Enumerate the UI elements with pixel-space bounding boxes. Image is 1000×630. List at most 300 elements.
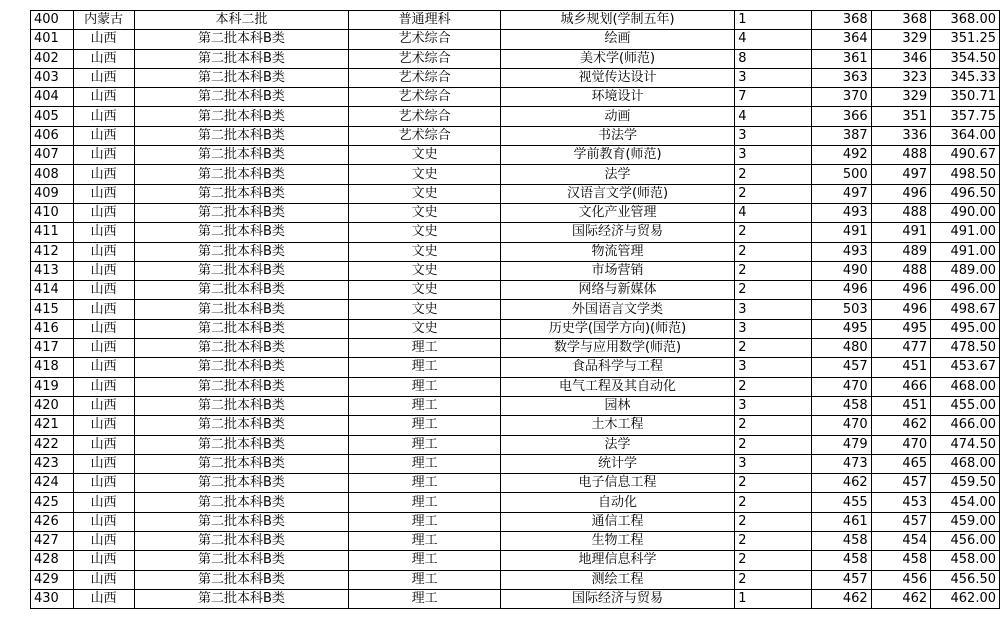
category-cell: 理工 xyxy=(349,551,500,570)
category-cell: 艺术综合 xyxy=(349,49,500,68)
province-cell: 山西 xyxy=(73,551,134,570)
category-cell: 艺术综合 xyxy=(349,107,500,126)
min-score-cell: 457 xyxy=(871,512,931,531)
min-score-cell: 488 xyxy=(871,146,931,165)
batch-cell: 第二批本科B类 xyxy=(134,242,349,261)
table-row xyxy=(31,146,1000,165)
major-cell: 自动化 xyxy=(500,493,734,512)
table-row xyxy=(31,416,1000,435)
max-score-cell: 492 xyxy=(812,146,872,165)
major-cell: 学前教育(师范) xyxy=(500,146,734,165)
row-number: 425 xyxy=(31,493,74,512)
min-score-cell: 491 xyxy=(871,223,931,242)
category-cell: 文史 xyxy=(349,281,500,300)
table-row xyxy=(31,512,1000,531)
batch-cell: 第二批本科B类 xyxy=(134,165,349,184)
avg-score-cell: 354.50 xyxy=(931,49,1000,68)
avg-score-cell: 491.00 xyxy=(931,242,1000,261)
major-cell: 测绘工程 xyxy=(500,570,734,589)
category-cell: 艺术综合 xyxy=(349,88,500,107)
row-number: 402 xyxy=(31,49,74,68)
plan-count-cell: 3 xyxy=(735,126,812,145)
province-cell: 山西 xyxy=(73,107,134,126)
row-number: 403 xyxy=(31,68,74,87)
admission-scores-table xyxy=(30,10,1000,609)
batch-cell: 第二批本科B类 xyxy=(134,49,349,68)
plan-count-cell: 7 xyxy=(735,88,812,107)
province-cell: 山西 xyxy=(73,339,134,358)
avg-score-cell: 478.50 xyxy=(931,339,1000,358)
table-row xyxy=(31,107,1000,126)
category-cell: 艺术综合 xyxy=(349,30,500,49)
province-cell: 山西 xyxy=(73,49,134,68)
plan-count-cell: 2 xyxy=(735,242,812,261)
plan-count-cell: 3 xyxy=(735,319,812,338)
plan-count-cell: 4 xyxy=(735,30,812,49)
max-score-cell: 458 xyxy=(812,551,872,570)
batch-cell: 第二批本科B类 xyxy=(134,358,349,377)
row-number: 422 xyxy=(31,435,74,454)
table-row xyxy=(31,358,1000,377)
avg-score-cell: 368.00 xyxy=(931,11,1000,30)
min-score-cell: 496 xyxy=(871,281,931,300)
row-number: 412 xyxy=(31,242,74,261)
table-row xyxy=(31,11,1000,30)
category-cell: 理工 xyxy=(349,416,500,435)
province-cell: 山西 xyxy=(73,396,134,415)
province-cell: 山西 xyxy=(73,570,134,589)
batch-cell: 第二批本科B类 xyxy=(134,493,349,512)
avg-score-cell: 498.50 xyxy=(931,165,1000,184)
max-score-cell: 457 xyxy=(812,358,872,377)
max-score-cell: 370 xyxy=(812,88,872,107)
min-score-cell: 496 xyxy=(871,300,931,319)
category-cell: 理工 xyxy=(349,589,500,608)
row-number: 413 xyxy=(31,261,74,280)
table-row xyxy=(31,184,1000,203)
min-score-cell: 477 xyxy=(871,339,931,358)
avg-score-cell: 357.75 xyxy=(931,107,1000,126)
batch-cell: 第二批本科B类 xyxy=(134,454,349,473)
batch-cell: 第二批本科B类 xyxy=(134,146,349,165)
max-score-cell: 368 xyxy=(812,11,872,30)
batch-cell: 第二批本科B类 xyxy=(134,88,349,107)
max-score-cell: 457 xyxy=(812,570,872,589)
table-row xyxy=(31,242,1000,261)
max-score-cell: 500 xyxy=(812,165,872,184)
avg-score-cell: 455.00 xyxy=(931,396,1000,415)
table-row xyxy=(31,49,1000,68)
batch-cell: 第二批本科B类 xyxy=(134,377,349,396)
batch-cell: 第二批本科B类 xyxy=(134,261,349,280)
min-score-cell: 351 xyxy=(871,107,931,126)
major-cell: 视觉传达设计 xyxy=(500,68,734,87)
batch-cell: 第二批本科B类 xyxy=(134,319,349,338)
row-number: 404 xyxy=(31,88,74,107)
min-score-cell: 465 xyxy=(871,454,931,473)
plan-count-cell: 3 xyxy=(735,454,812,473)
major-cell: 历史学(国学方向)(师范) xyxy=(500,319,734,338)
row-number: 421 xyxy=(31,416,74,435)
category-cell: 理工 xyxy=(349,435,500,454)
category-cell: 理工 xyxy=(349,493,500,512)
batch-cell: 第二批本科B类 xyxy=(134,339,349,358)
category-cell: 理工 xyxy=(349,570,500,589)
plan-count-cell: 2 xyxy=(735,474,812,493)
max-score-cell: 470 xyxy=(812,416,872,435)
plan-count-cell: 2 xyxy=(735,512,812,531)
major-cell: 法学 xyxy=(500,435,734,454)
table-row xyxy=(31,377,1000,396)
province-cell: 山西 xyxy=(73,261,134,280)
province-cell: 山西 xyxy=(73,300,134,319)
max-score-cell: 490 xyxy=(812,261,872,280)
major-cell: 地理信息科学 xyxy=(500,551,734,570)
plan-count-cell: 2 xyxy=(735,281,812,300)
row-number: 416 xyxy=(31,319,74,338)
province-cell: 内蒙古 xyxy=(73,11,134,30)
table-row xyxy=(31,319,1000,338)
table-row xyxy=(31,570,1000,589)
province-cell: 山西 xyxy=(73,435,134,454)
row-number: 419 xyxy=(31,377,74,396)
avg-score-cell: 462.00 xyxy=(931,589,1000,608)
plan-count-cell: 2 xyxy=(735,184,812,203)
province-cell: 山西 xyxy=(73,474,134,493)
batch-cell: 第二批本科B类 xyxy=(134,396,349,415)
min-score-cell: 462 xyxy=(871,589,931,608)
plan-count-cell: 4 xyxy=(735,203,812,222)
avg-score-cell: 468.00 xyxy=(931,454,1000,473)
plan-count-cell: 3 xyxy=(735,300,812,319)
plan-count-cell: 2 xyxy=(735,165,812,184)
table-row xyxy=(31,589,1000,608)
max-score-cell: 363 xyxy=(812,68,872,87)
province-cell: 山西 xyxy=(73,358,134,377)
avg-score-cell: 345.33 xyxy=(931,68,1000,87)
avg-score-cell: 496.50 xyxy=(931,184,1000,203)
plan-count-cell: 4 xyxy=(735,107,812,126)
min-score-cell: 453 xyxy=(871,493,931,512)
major-cell: 电子信息工程 xyxy=(500,474,734,493)
max-score-cell: 495 xyxy=(812,319,872,338)
table-row xyxy=(31,261,1000,280)
avg-score-cell: 351.25 xyxy=(931,30,1000,49)
min-score-cell: 451 xyxy=(871,396,931,415)
batch-cell: 第二批本科B类 xyxy=(134,184,349,203)
category-cell: 理工 xyxy=(349,339,500,358)
table-row xyxy=(31,223,1000,242)
plan-count-cell: 1 xyxy=(735,589,812,608)
min-score-cell: 489 xyxy=(871,242,931,261)
major-cell: 数学与应用数学(师范) xyxy=(500,339,734,358)
province-cell: 山西 xyxy=(73,242,134,261)
max-score-cell: 366 xyxy=(812,107,872,126)
avg-score-cell: 498.67 xyxy=(931,300,1000,319)
avg-score-cell: 496.00 xyxy=(931,281,1000,300)
max-score-cell: 361 xyxy=(812,49,872,68)
batch-cell: 第二批本科B类 xyxy=(134,281,349,300)
plan-count-cell: 3 xyxy=(735,358,812,377)
major-cell: 国际经济与贸易 xyxy=(500,589,734,608)
plan-count-cell: 2 xyxy=(735,416,812,435)
avg-score-cell: 495.00 xyxy=(931,319,1000,338)
max-score-cell: 497 xyxy=(812,184,872,203)
avg-score-cell: 468.00 xyxy=(931,377,1000,396)
category-cell: 文史 xyxy=(349,146,500,165)
table-row xyxy=(31,474,1000,493)
row-number: 406 xyxy=(31,126,74,145)
province-cell: 山西 xyxy=(73,416,134,435)
avg-score-cell: 459.00 xyxy=(931,512,1000,531)
table-body xyxy=(31,11,1000,609)
plan-count-cell: 2 xyxy=(735,377,812,396)
category-cell: 艺术综合 xyxy=(349,126,500,145)
province-cell: 山西 xyxy=(73,532,134,551)
max-score-cell: 462 xyxy=(812,474,872,493)
row-number: 415 xyxy=(31,300,74,319)
category-cell: 文史 xyxy=(349,242,500,261)
major-cell: 汉语言文学(师范) xyxy=(500,184,734,203)
table-row xyxy=(31,88,1000,107)
plan-count-cell: 1 xyxy=(735,11,812,30)
province-cell: 山西 xyxy=(73,30,134,49)
major-cell: 美术学(师范) xyxy=(500,49,734,68)
row-number: 429 xyxy=(31,570,74,589)
row-number: 428 xyxy=(31,551,74,570)
plan-count-cell: 2 xyxy=(735,223,812,242)
province-cell: 山西 xyxy=(73,88,134,107)
plan-count-cell: 2 xyxy=(735,435,812,454)
table-row xyxy=(31,126,1000,145)
province-cell: 山西 xyxy=(73,454,134,473)
table-row xyxy=(31,165,1000,184)
table-row xyxy=(31,551,1000,570)
table-row xyxy=(31,454,1000,473)
max-score-cell: 458 xyxy=(812,532,872,551)
province-cell: 山西 xyxy=(73,512,134,531)
category-cell: 文史 xyxy=(349,261,500,280)
major-cell: 物流管理 xyxy=(500,242,734,261)
max-score-cell: 462 xyxy=(812,589,872,608)
plan-count-cell: 2 xyxy=(735,339,812,358)
min-score-cell: 368 xyxy=(871,11,931,30)
table-row xyxy=(31,435,1000,454)
province-cell: 山西 xyxy=(73,589,134,608)
plan-count-cell: 2 xyxy=(735,532,812,551)
category-cell: 艺术综合 xyxy=(349,68,500,87)
category-cell: 文史 xyxy=(349,184,500,203)
major-cell: 法学 xyxy=(500,165,734,184)
min-score-cell: 454 xyxy=(871,532,931,551)
plan-count-cell: 2 xyxy=(735,261,812,280)
province-cell: 山西 xyxy=(73,281,134,300)
min-score-cell: 462 xyxy=(871,416,931,435)
province-cell: 山西 xyxy=(73,319,134,338)
row-number: 426 xyxy=(31,512,74,531)
province-cell: 山西 xyxy=(73,146,134,165)
plan-count-cell: 3 xyxy=(735,68,812,87)
min-score-cell: 488 xyxy=(871,261,931,280)
row-number: 401 xyxy=(31,30,74,49)
major-cell: 网络与新媒体 xyxy=(500,281,734,300)
min-score-cell: 457 xyxy=(871,474,931,493)
min-score-cell: 496 xyxy=(871,184,931,203)
major-cell: 园林 xyxy=(500,396,734,415)
major-cell: 绘画 xyxy=(500,30,734,49)
major-cell: 生物工程 xyxy=(500,532,734,551)
row-number: 427 xyxy=(31,532,74,551)
min-score-cell: 346 xyxy=(871,49,931,68)
province-cell: 山西 xyxy=(73,493,134,512)
table-row xyxy=(31,493,1000,512)
major-cell: 文化产业管理 xyxy=(500,203,734,222)
table-row xyxy=(31,532,1000,551)
min-score-cell: 329 xyxy=(871,30,931,49)
row-number: 423 xyxy=(31,454,74,473)
category-cell: 文史 xyxy=(349,300,500,319)
max-score-cell: 479 xyxy=(812,435,872,454)
min-score-cell: 456 xyxy=(871,570,931,589)
batch-cell: 第二批本科B类 xyxy=(134,223,349,242)
batch-cell: 第二批本科B类 xyxy=(134,551,349,570)
category-cell: 理工 xyxy=(349,454,500,473)
avg-score-cell: 466.00 xyxy=(931,416,1000,435)
row-number: 414 xyxy=(31,281,74,300)
major-cell: 通信工程 xyxy=(500,512,734,531)
batch-cell: 第二批本科B类 xyxy=(134,570,349,589)
row-number: 410 xyxy=(31,203,74,222)
avg-score-cell: 454.00 xyxy=(931,493,1000,512)
plan-count-cell: 2 xyxy=(735,551,812,570)
batch-cell: 第二批本科B类 xyxy=(134,107,349,126)
plan-count-cell: 8 xyxy=(735,49,812,68)
batch-cell: 第二批本科B类 xyxy=(134,416,349,435)
category-cell: 文史 xyxy=(349,223,500,242)
batch-cell: 第二批本科B类 xyxy=(134,126,349,145)
table-row xyxy=(31,396,1000,415)
province-cell: 山西 xyxy=(73,203,134,222)
batch-cell: 第二批本科B类 xyxy=(134,532,349,551)
major-cell: 外国语言文学类 xyxy=(500,300,734,319)
avg-score-cell: 456.50 xyxy=(931,570,1000,589)
min-score-cell: 466 xyxy=(871,377,931,396)
category-cell: 文史 xyxy=(349,203,500,222)
max-score-cell: 493 xyxy=(812,203,872,222)
category-cell: 普通理科 xyxy=(349,11,500,30)
max-score-cell: 503 xyxy=(812,300,872,319)
row-number: 420 xyxy=(31,396,74,415)
category-cell: 文史 xyxy=(349,165,500,184)
province-cell: 山西 xyxy=(73,126,134,145)
max-score-cell: 364 xyxy=(812,30,872,49)
category-cell: 理工 xyxy=(349,532,500,551)
province-cell: 山西 xyxy=(73,184,134,203)
province-cell: 山西 xyxy=(73,68,134,87)
category-cell: 理工 xyxy=(349,377,500,396)
table-row xyxy=(31,203,1000,222)
max-score-cell: 455 xyxy=(812,493,872,512)
batch-cell: 第二批本科B类 xyxy=(134,589,349,608)
row-number: 424 xyxy=(31,474,74,493)
batch-cell: 第二批本科B类 xyxy=(134,435,349,454)
avg-score-cell: 364.00 xyxy=(931,126,1000,145)
category-cell: 理工 xyxy=(349,474,500,493)
avg-score-cell: 490.67 xyxy=(931,146,1000,165)
max-score-cell: 493 xyxy=(812,242,872,261)
min-score-cell: 329 xyxy=(871,88,931,107)
batch-cell: 第二批本科B类 xyxy=(134,68,349,87)
table-row xyxy=(31,30,1000,49)
major-cell: 市场营销 xyxy=(500,261,734,280)
major-cell: 动画 xyxy=(500,107,734,126)
table-row xyxy=(31,68,1000,87)
major-cell: 统计学 xyxy=(500,454,734,473)
major-cell: 城乡规划(学制五年) xyxy=(500,11,734,30)
category-cell: 理工 xyxy=(349,358,500,377)
batch-cell: 第二批本科B类 xyxy=(134,512,349,531)
batch-cell: 第二批本科B类 xyxy=(134,474,349,493)
batch-cell: 第二批本科B类 xyxy=(134,203,349,222)
max-score-cell: 480 xyxy=(812,339,872,358)
min-score-cell: 497 xyxy=(871,165,931,184)
row-number: 411 xyxy=(31,223,74,242)
avg-score-cell: 490.00 xyxy=(931,203,1000,222)
row-number: 400 xyxy=(31,11,74,30)
max-score-cell: 473 xyxy=(812,454,872,473)
row-number: 405 xyxy=(31,107,74,126)
table-row xyxy=(31,300,1000,319)
max-score-cell: 496 xyxy=(812,281,872,300)
table-row xyxy=(31,281,1000,300)
plan-count-cell: 3 xyxy=(735,396,812,415)
major-cell: 土木工程 xyxy=(500,416,734,435)
major-cell: 电气工程及其自动化 xyxy=(500,377,734,396)
major-cell: 食品科学与工程 xyxy=(500,358,734,377)
max-score-cell: 470 xyxy=(812,377,872,396)
row-number: 407 xyxy=(31,146,74,165)
major-cell: 环境设计 xyxy=(500,88,734,107)
avg-score-cell: 350.71 xyxy=(931,88,1000,107)
batch-cell: 第二批本科B类 xyxy=(134,30,349,49)
major-cell: 国际经济与贸易 xyxy=(500,223,734,242)
avg-score-cell: 456.00 xyxy=(931,532,1000,551)
category-cell: 文史 xyxy=(349,319,500,338)
category-cell: 理工 xyxy=(349,512,500,531)
min-score-cell: 451 xyxy=(871,358,931,377)
max-score-cell: 387 xyxy=(812,126,872,145)
max-score-cell: 461 xyxy=(812,512,872,531)
min-score-cell: 488 xyxy=(871,203,931,222)
max-score-cell: 491 xyxy=(812,223,872,242)
avg-score-cell: 459.50 xyxy=(931,474,1000,493)
min-score-cell: 470 xyxy=(871,435,931,454)
min-score-cell: 458 xyxy=(871,551,931,570)
category-cell: 理工 xyxy=(349,396,500,415)
row-number: 409 xyxy=(31,184,74,203)
batch-cell: 本科二批 xyxy=(134,11,349,30)
row-number: 430 xyxy=(31,589,74,608)
avg-score-cell: 453.67 xyxy=(931,358,1000,377)
max-score-cell: 458 xyxy=(812,396,872,415)
plan-count-cell: 3 xyxy=(735,146,812,165)
province-cell: 山西 xyxy=(73,223,134,242)
min-score-cell: 336 xyxy=(871,126,931,145)
avg-score-cell: 489.00 xyxy=(931,261,1000,280)
row-number: 417 xyxy=(31,339,74,358)
min-score-cell: 323 xyxy=(871,68,931,87)
avg-score-cell: 474.50 xyxy=(931,435,1000,454)
